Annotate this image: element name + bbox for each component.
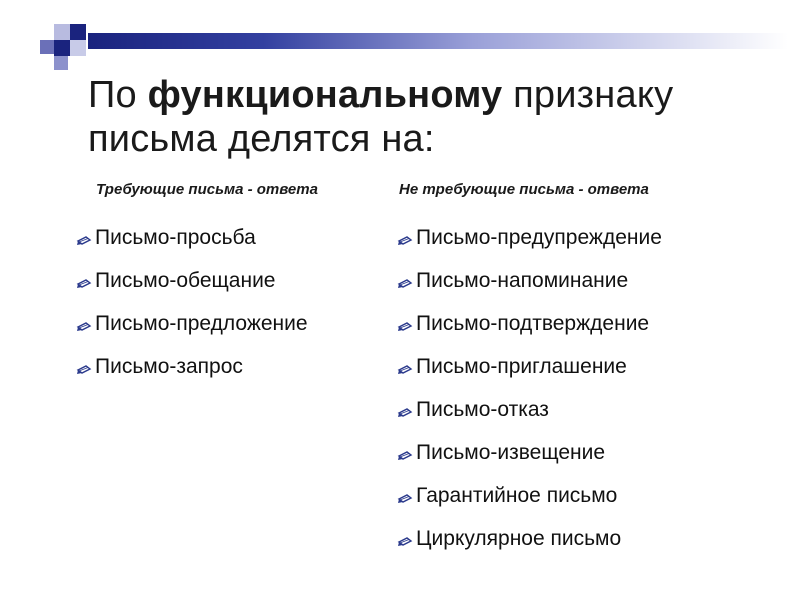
list-item-label: Письмо-извещение <box>416 440 606 464</box>
decor-square <box>54 56 68 70</box>
list-item <box>397 474 662 517</box>
list-item <box>397 259 662 302</box>
pen-bullet-icon <box>397 445 413 461</box>
pen-bullet-icon <box>76 273 92 289</box>
slide-title <box>88 73 768 161</box>
list-item <box>397 431 662 474</box>
list-item <box>397 388 662 431</box>
pen-bullet-icon <box>76 230 92 246</box>
list-item-label: Письмо-напоминание <box>416 268 629 292</box>
pen-bullet-icon <box>397 402 413 418</box>
list-item <box>397 517 662 560</box>
title-part2: признаку письма делятся на: <box>88 74 674 160</box>
right-column-heading: Не требующие письма - ответа <box>399 181 649 198</box>
decor-square <box>70 40 86 56</box>
list-item <box>76 345 308 388</box>
pen-bullet-icon <box>397 230 413 246</box>
pen-bullet-icon <box>397 316 413 332</box>
list-item-label: Циркулярное письмо <box>416 526 622 550</box>
list-item-label: Письмо-просьба <box>95 225 256 249</box>
left-list <box>76 216 308 388</box>
list-item-label: Письмо-подтверждение <box>416 311 650 335</box>
title-part1: По <box>88 74 148 116</box>
pen-bullet-icon <box>397 359 413 375</box>
list-item <box>397 302 662 345</box>
list-item <box>76 259 308 302</box>
list-item-label: Письмо-приглашение <box>416 354 627 378</box>
decor-square <box>40 40 54 54</box>
pen-bullet-icon <box>397 273 413 289</box>
decor-square <box>70 24 86 40</box>
list-item-label: Гарантийное письмо <box>416 483 618 507</box>
decor-square <box>54 40 70 56</box>
right-list <box>397 216 662 560</box>
list-item-label: Письмо-обещание <box>95 268 276 292</box>
header-gradient-bar <box>88 33 788 49</box>
list-item-label: Письмо-предупреждение <box>416 225 662 249</box>
list-item-label: Письмо-предложение <box>95 311 308 335</box>
decor-square <box>54 24 70 40</box>
list-item <box>76 302 308 345</box>
list-item <box>397 216 662 259</box>
pen-bullet-icon <box>397 531 413 547</box>
list-item-label: Письмо-отказ <box>416 397 549 421</box>
pen-bullet-icon <box>76 316 92 332</box>
title-bold: функциональному <box>147 74 503 116</box>
pen-bullet-icon <box>397 488 413 504</box>
list-item <box>397 345 662 388</box>
left-column-heading: Требующие письма - ответа <box>96 181 318 198</box>
list-item-label: Письмо-запрос <box>95 354 243 378</box>
pen-bullet-icon <box>76 359 92 375</box>
list-item <box>76 216 308 259</box>
